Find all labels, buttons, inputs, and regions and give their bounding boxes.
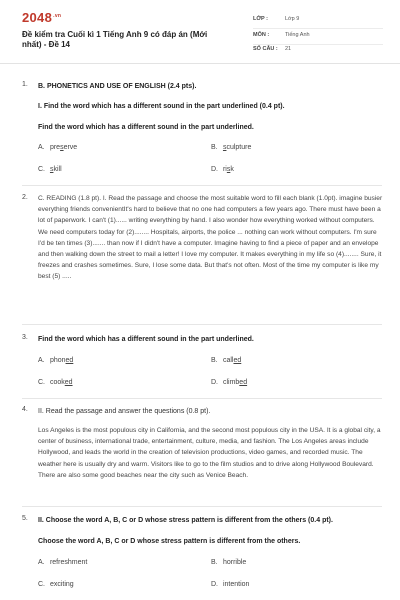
question-title: II. Read the passage and answer the questions (0.8 pt). [38, 408, 211, 415]
option-letter: B. [211, 144, 218, 151]
option-letter: A. [38, 144, 45, 151]
option-text: erve [63, 144, 78, 151]
option-a[interactable] [38, 144, 77, 151]
logo-text[interactable]: 2048 [22, 10, 53, 25]
question-title: B. PHONETICS AND USE OF ENGLISH (2.4 pts). [38, 83, 197, 90]
option-letter: A. [38, 357, 45, 364]
option-letter: B. [211, 357, 218, 364]
option-c[interactable] [38, 581, 74, 588]
meta-key: SỐ CÂU : [253, 46, 278, 52]
question-number: 3. [22, 334, 28, 341]
option-text: intention [222, 581, 250, 588]
option-c[interactable] [38, 379, 73, 386]
meta-row-grade [253, 14, 383, 29]
document-title: Đề kiểm tra Cuối kì 1 Tiếng Anh 9 có đáp án (Mới nhất) - Đề 14 [22, 30, 208, 49]
option-letter: D. [211, 581, 218, 588]
meta-value: Tiếng Anh [285, 32, 310, 38]
option-text: culpture [226, 144, 252, 151]
meta-row-subject [253, 30, 383, 45]
option-underlined: s [226, 166, 231, 173]
option-text: cook [49, 379, 65, 386]
divider [22, 398, 382, 399]
question-subtitle: I. Find the word which has a different sound in the part underlined (0.4 pt). [38, 103, 285, 110]
option-letter: D. [211, 379, 218, 386]
option-text: climb [222, 379, 240, 386]
option-text: exciting [49, 581, 74, 588]
option-underlined: ed [65, 357, 74, 364]
option-letter: C. [38, 581, 45, 588]
option-b[interactable] [211, 144, 251, 151]
question-number: 1. [22, 81, 28, 88]
option-text: k [230, 166, 234, 173]
question-instruction: Find the word which has a different sound in the part underlined. [38, 336, 254, 343]
option-letter: A. [38, 559, 45, 566]
option-underlined: ed [233, 357, 242, 364]
question-number: 4. [22, 406, 28, 413]
meta-value: Lớp 9 [285, 16, 300, 22]
option-underlined: s [222, 144, 227, 151]
option-text: call [222, 357, 234, 364]
option-a[interactable] [38, 559, 87, 566]
option-b[interactable] [211, 559, 246, 566]
option-text: ri [222, 166, 227, 173]
divider [22, 324, 382, 325]
question-number: 2. [22, 194, 28, 201]
option-d[interactable] [211, 166, 234, 173]
reading-passage: Los Angeles is the most populous city in California, and the second most populous city in the USA. It is a global city, a center of business, international trade, entertainment, culture, media, and fashion. The Los Angeles areas include Hollywood, and leads the world in the creation of television productions, video games, and recorded music. The weather here is usually dry and warm. Visitors like to go to the film studios and to drive along Hollywood Boulevard. There are also some good beaches near the city such as Venice Beach. [38, 427, 381, 479]
meta-key: LỚP : [253, 16, 268, 22]
option-underlined: s [49, 166, 54, 173]
option-underlined: s [60, 144, 64, 151]
option-text: pre [49, 144, 61, 151]
question-instruction: Choose the word A, B, C or D whose stress pattern is different from the others. [38, 538, 301, 545]
meta-key: MÔN : [253, 32, 270, 38]
site-logo[interactable] [22, 10, 61, 25]
divider [22, 185, 382, 186]
option-text: horrible [222, 559, 247, 566]
option-d[interactable] [211, 581, 249, 588]
option-letter: D. [211, 166, 218, 173]
reading-passage: C. READING (1.8 pt). I. Read the passage and choose the most suitable word to fill each blank (1.0pt). imagine busier everything friends convenientIt's hard to believe that no one had computers a few years ago. There must have been a lot of paperwork. I can't (1)...... writing everything by hand. I also wonder how everything worked without computers. We need computers today for (2)........ Hospitals, airports, the police ... nothing can work without computers. I'm sure I'd be ten times (3)....... than now if I didn't have a computer. Imagine having to find a piece of paper and an envelope and then walking down the street to mail a letter! I love my computer. It makes everything in my life so (4)........ Sure, it freezes and crashes sometimes. Sure, I lose some data. But that's not often. Most of the time my computer is like my best (5) ..... [38, 195, 383, 281]
option-a[interactable] [38, 357, 73, 364]
option-underlined: ed [64, 379, 73, 386]
option-c[interactable] [38, 166, 62, 173]
question-number: 5. [22, 515, 28, 522]
option-letter: B. [211, 559, 218, 566]
question-instruction: Find the word which has a different sound in the part underlined. [38, 124, 254, 131]
option-text: refreshment [49, 559, 88, 566]
option-letter: C. [38, 166, 45, 173]
meta-row-count [253, 44, 383, 58]
divider [22, 506, 382, 507]
option-letter: C. [38, 379, 45, 386]
page-header [0, 0, 400, 64]
option-d[interactable] [211, 379, 247, 386]
logo-suffix: .vn [53, 12, 62, 19]
option-b[interactable] [211, 357, 241, 364]
option-underlined: ed [239, 379, 248, 386]
question-title: II. Choose the word A, B, C or D whose stress pattern is different from the others (0.4 pt). [38, 517, 333, 524]
option-text: phon [49, 357, 66, 364]
option-text: kill [53, 166, 62, 173]
meta-value: 21 [285, 46, 292, 52]
